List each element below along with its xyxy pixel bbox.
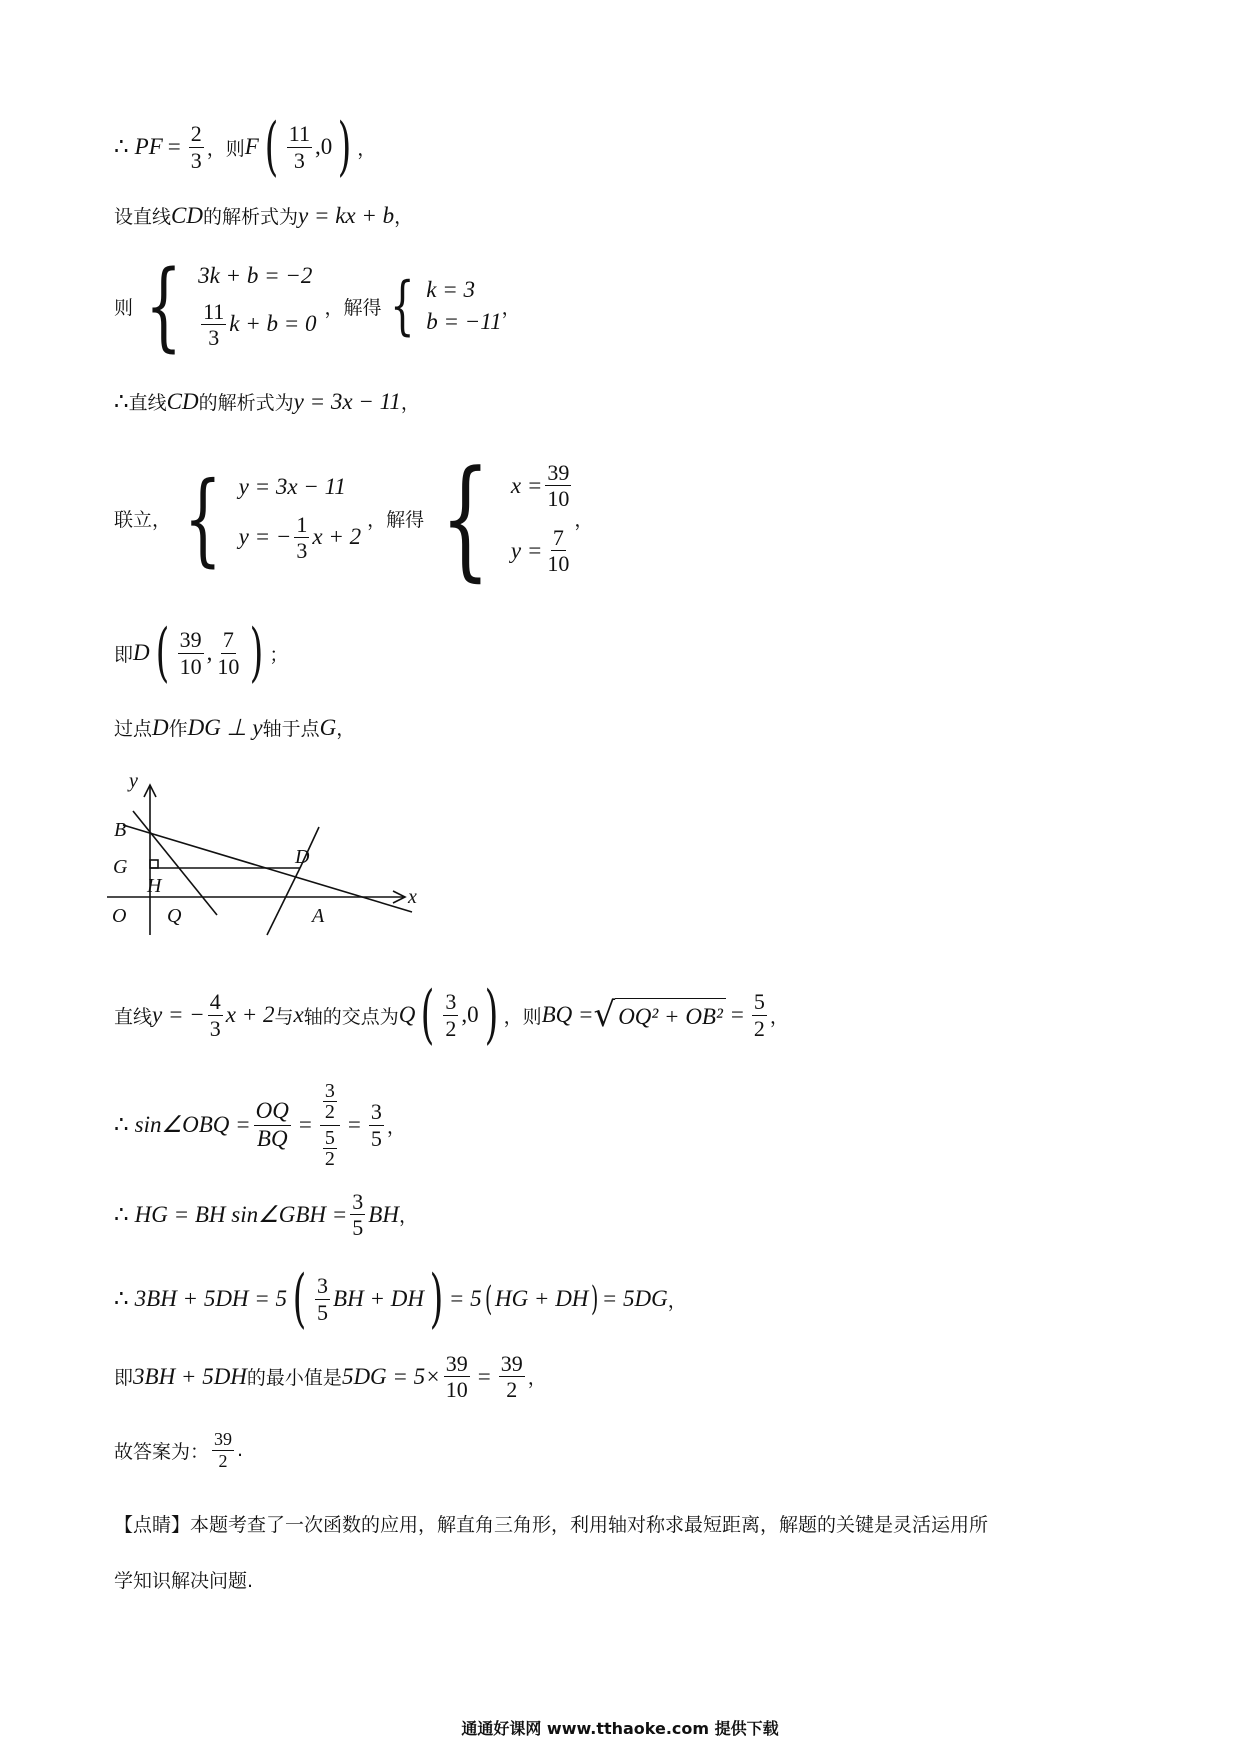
- line-sin-obq: ∴ sin∠OBQ = $\frac{OQ}{BQ}$ = 3 2 5 2 = $\frac{3}{5}$ ，: [114, 1079, 406, 1170]
- square-root: √ OQ² + OB²: [594, 998, 726, 1032]
- footer: 通通好课网 www.tthaoke.com 提供下载: [461, 1719, 779, 1738]
- label-x: x: [408, 886, 417, 908]
- line-pf: ∴ PF = $\frac{2}{3}$ ，则 F ( $\frac{11}{3}$ ,0 ) ，: [114, 110, 377, 184]
- label-g: G: [113, 856, 128, 878]
- line-simultaneous: 联立， { y = 3x − 11 y = − $\frac{1}{3}$ x + 2 ，解得 { x = $\frac{39}{10}$ y = $\frac{7}{10}$ ，: [114, 442, 594, 594]
- line-comment-cont: 学知识解决问题.: [114, 1570, 254, 1592]
- line-comment: 【点睛】本题考查了一次函数的应用，解直角三角形，利用轴对称求最短距离，解题的关键是灵活运用所: [114, 1514, 989, 1536]
- compound-fraction: 3 2 5 2: [320, 1081, 340, 1170]
- label-d: D: [295, 846, 310, 868]
- line-construct-dg: 过点 D 作 DG ⊥ y 轴于点 G ，: [114, 714, 356, 740]
- line-set-cd: 设直线 CD 的解析式为 y = kx + b ，: [114, 202, 414, 228]
- line-cd-result: ∴ 直线 CD 的解析式为 y = 3x − 11 ，: [114, 388, 420, 414]
- line-point-d: 即 D ( $\frac{39}{10}$ , $\frac{7}{10}$ ) ；: [114, 616, 289, 690]
- label-y: y: [129, 770, 138, 792]
- line-bq: 直线 y = − $\frac{4}{3}$ x + 2 与 x 轴的交点为 Q ( $\frac{3}{2}$ ,0 ) ，则 BQ = √ OQ² + OB² = $\frac{5}{2}$ ，: [114, 978, 789, 1052]
- solution-system: { x = $\frac{39}{10}$ y = $\frac{7}{10}$: [440, 442, 570, 594]
- equation-system: { y = 3x − 11 y = − $\frac{1}{3}$ x + 2: [183, 459, 362, 577]
- label-q: Q: [167, 905, 182, 927]
- equation-system: { 3k + b = −2 $\frac{11}{3}$ k + b = 0: [145, 250, 317, 362]
- fraction: $\frac{11}{3}$: [288, 121, 310, 173]
- line-3bh-5dh: ∴ 3BH + 5DH = 5 ( $\frac{3}{5}$ BH + DH ) = 5 ( HG + DH ) = 5DG ，: [114, 1262, 687, 1336]
- label-o: O: [112, 905, 127, 927]
- line-min-value: 即 3BH + 5DH 的最小值是 5DG = 5× $\frac{39}{10}$ = $\frac{39}{2}$ ，: [114, 1351, 547, 1403]
- label-a: A: [312, 905, 325, 927]
- geometry-figure: [105, 765, 435, 940]
- label-b: B: [114, 819, 127, 841]
- solution-system: { k = 3 b = −11: [389, 269, 502, 343]
- fraction: $\frac{2}{3}$: [190, 121, 202, 173]
- label-h: H: [147, 875, 162, 897]
- line-system-k-b: 则 { 3k + b = −2 $\frac{11}{3}$ k + b = 0 ，解得 { k = 3 b = −11 ，: [114, 250, 521, 362]
- line-answer: 故答案为： $\frac{39}{2}$ .: [114, 1429, 244, 1471]
- line-hg: ∴ HG = BH sin∠GBH = $\frac{3}{5}$ BH ，: [114, 1189, 418, 1241]
